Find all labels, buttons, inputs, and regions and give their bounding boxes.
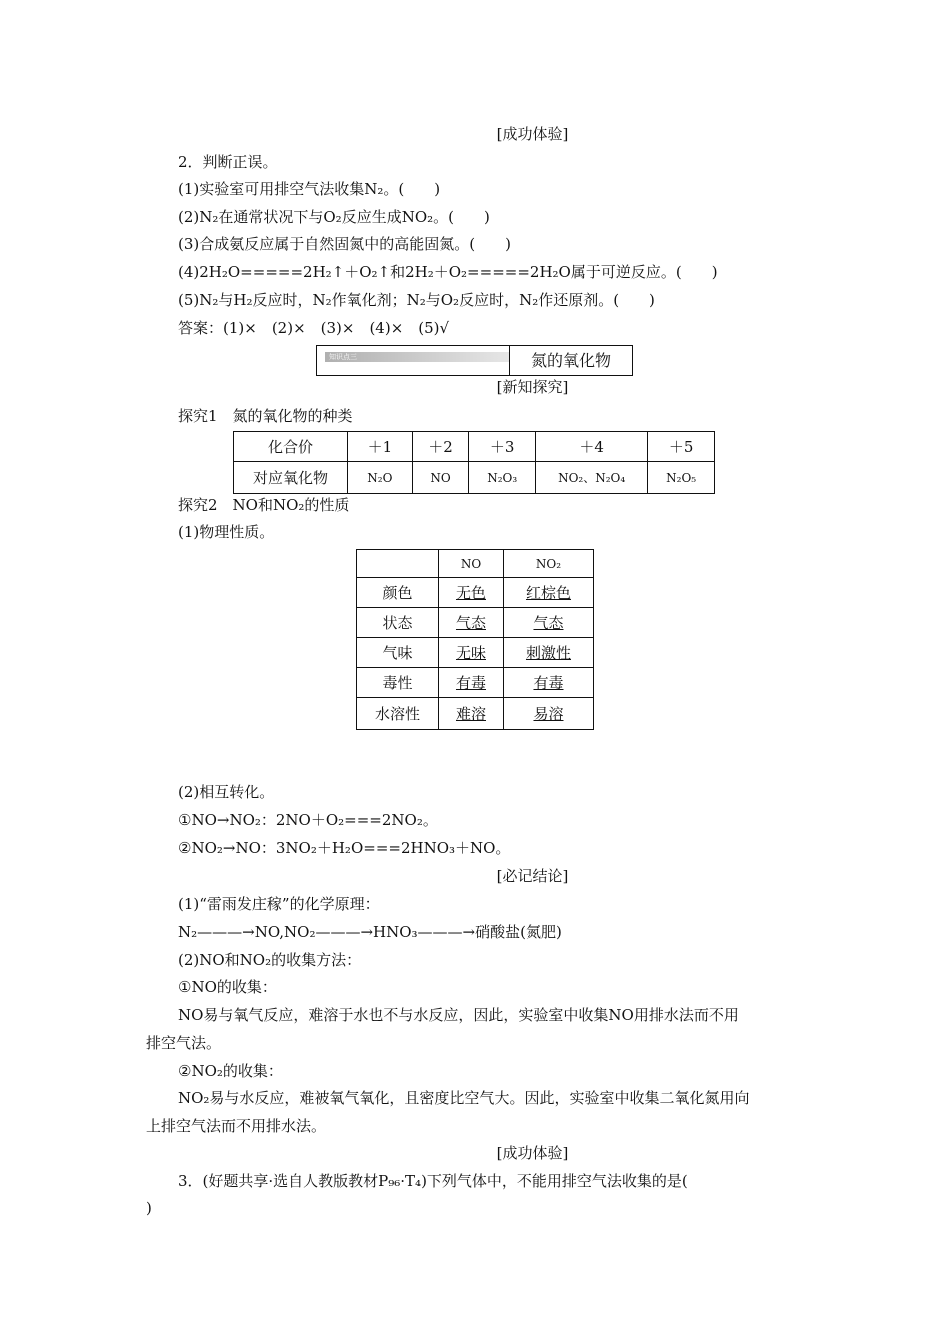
property-value-no2: 红棕色	[504, 578, 594, 608]
section-heading-conclusions: [必记结论]	[496, 867, 569, 885]
conversion-no2-to-no: ②NO₂→NO：3NO₂＋H₂O===2HNO₃＋NO。	[178, 839, 511, 857]
oxide-row-header: 对应氧化物	[234, 462, 348, 494]
physical-properties-title: (1)物理性质。	[178, 523, 275, 541]
judge-item-4: (4)2H₂O=====2H₂↑＋O₂↑和2H₂＋O₂=====2H₂O属于可逆反应。( )	[178, 263, 718, 281]
property-header-cell	[357, 550, 439, 578]
knowledge-point-tag	[325, 352, 509, 362]
valence-cell: ＋3	[469, 432, 536, 462]
valence-oxide-table	[233, 431, 715, 494]
oxide-cell: N₂O₃	[469, 462, 536, 494]
inquiry-2-title: 探究2 NO和NO₂的性质	[178, 496, 350, 514]
property-name: 颜色	[357, 578, 439, 608]
valence-row	[234, 432, 715, 462]
property-row	[357, 668, 594, 698]
conclusion-2-title: (2)NO和NO₂的收集方法：	[178, 951, 362, 969]
property-table-header	[357, 550, 594, 578]
section-heading-new-knowledge: [新知探究]	[496, 378, 569, 396]
property-value-no2: 易溶	[504, 698, 594, 730]
no-collection-title: ①NO的收集：	[178, 978, 277, 996]
judge-item-2: (2)N₂在通常状况下与O₂反应生成NO₂。( )	[178, 208, 490, 226]
property-value-no: 难溶	[439, 698, 504, 730]
property-value-no: 无色	[439, 578, 504, 608]
conclusion-1-equation: N₂———→NO,NO₂———→HNO₃———→硝酸盐(氮肥)	[178, 923, 562, 941]
section-heading-success-2: [成功体验]	[496, 1144, 569, 1162]
conclusion-1-title: (1)“雷雨发庄稼”的化学原理：	[178, 895, 380, 913]
no-collection-text-2: 排空气法。	[146, 1034, 222, 1052]
property-name: 水溶性	[357, 698, 439, 730]
property-value-no: 气态	[439, 608, 504, 638]
knowledge-point-banner	[316, 345, 633, 376]
judge-item-5: (5)N₂与H₂反应时，N₂作氧化剂；N₂与O₂反应时，N₂作还原剂。( )	[178, 291, 655, 309]
property-row	[357, 578, 594, 608]
property-name: 毒性	[357, 668, 439, 698]
conversion-no-to-no2: ①NO→NO₂：2NO＋O₂===2NO₂。	[178, 811, 438, 829]
judge-item-1: (1)实验室可用排空气法收集N₂。( )	[178, 180, 441, 198]
knowledge-point-tag-label: 知识点三	[329, 353, 357, 361]
no2-collection-text-1: NO₂易与水反应，难被氧气氧化，且密度比空气大。因此，实验室中收集二氧化氮用向	[178, 1089, 750, 1107]
judge-item-3: (3)合成氨反应属于自然固氮中的高能固氮。( )	[178, 235, 511, 253]
property-value-no2: 气态	[504, 608, 594, 638]
oxide-cell: N₂O	[348, 462, 413, 494]
no-collection-text-1: NO易与氧气反应，难溶于水也不与水反应，因此，实验室中收集NO用排水法而不用	[178, 1006, 739, 1024]
no2-collection-title: ②NO₂的收集：	[178, 1062, 283, 1080]
oxide-cell: N₂O₅	[648, 462, 715, 494]
valence-cell: ＋2	[412, 432, 469, 462]
property-name: 气味	[357, 638, 439, 668]
property-name: 状态	[357, 608, 439, 638]
valence-cell: ＋5	[648, 432, 715, 462]
conversion-title: (2)相互转化。	[178, 783, 275, 801]
knowledge-point-title: 氮的氧化物	[530, 351, 611, 370]
question-2-title: 2．判断正误。	[178, 153, 278, 171]
valence-cell: ＋4	[536, 432, 648, 462]
oxide-row	[234, 462, 715, 494]
property-table	[356, 549, 594, 730]
oxide-cell: NO	[412, 462, 469, 494]
property-value-no: 无味	[439, 638, 504, 668]
question-3-text: 3．(好题共享·选自人教版教材P₉₆·T₄)下列气体中，不能用排空气法收集的是(	[178, 1172, 688, 1190]
property-value-no: 有毒	[439, 668, 504, 698]
answer-line: 答案：(1)× (2)× (3)× (4)× (5)√	[178, 319, 450, 337]
property-header-cell: NO₂	[504, 550, 594, 578]
property-header-cell: NO	[439, 550, 504, 578]
valence-cell: ＋1	[348, 432, 413, 462]
no2-collection-text-2: 上排空气法而不用排水法。	[146, 1117, 327, 1135]
property-row	[357, 698, 594, 730]
inquiry-1-title: 探究1 氮的氧化物的种类	[178, 407, 353, 425]
property-row	[357, 638, 594, 668]
property-value-no2: 刺激性	[504, 638, 594, 668]
property-value-no2: 有毒	[504, 668, 594, 698]
property-row	[357, 608, 594, 638]
valence-row-header: 化合价	[234, 432, 348, 462]
oxide-cell: NO₂、N₂O₄	[536, 462, 648, 494]
section-heading-success-1: [成功体验]	[496, 125, 569, 143]
question-3-closing: )	[146, 1199, 152, 1217]
